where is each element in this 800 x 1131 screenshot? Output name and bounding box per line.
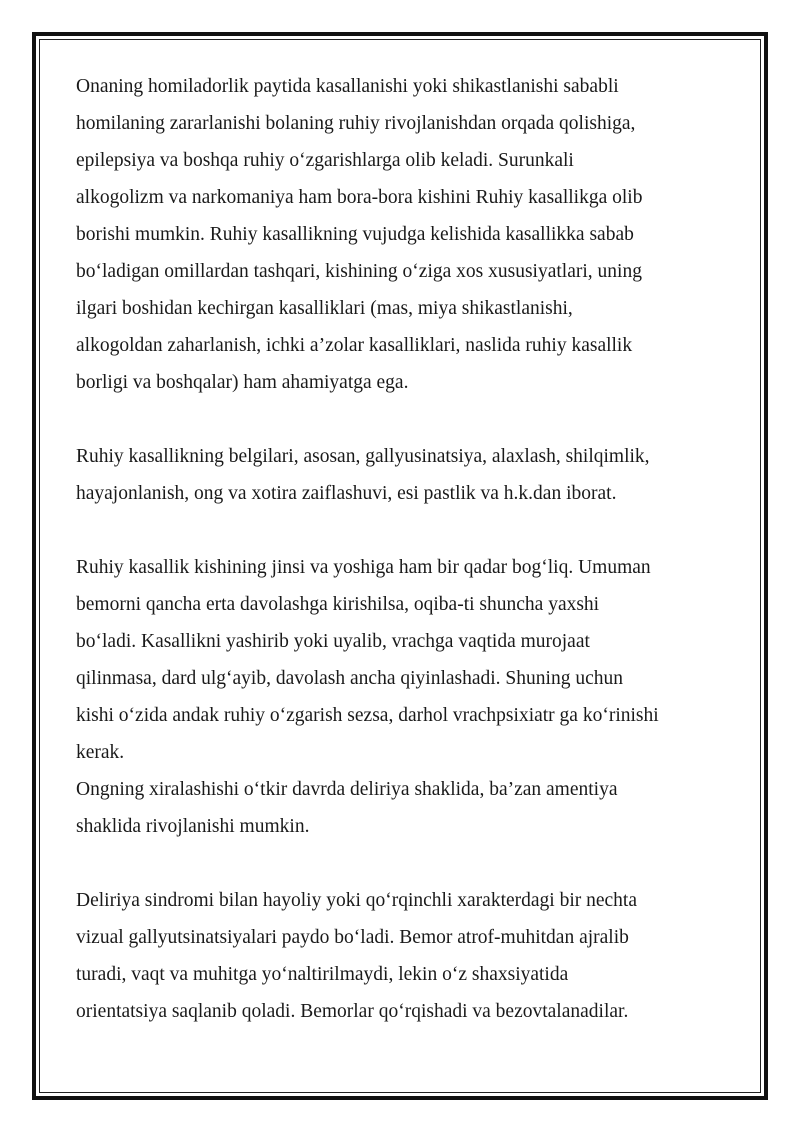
paragraph-causes: Onaning homiladorlik paytida kasallanishi yoki shikastlanishi sababli homilaning zararlanishi bolaning ruhiy rivojlanishdan orqada qolishiga, epilepsiya va boshqa ruhiy o‘zgarishlarga olib keladi. Surunkali alkogolizm va narkomaniya ham bora-bora kishini Ruhiy kasallikga olib borishi mumkin. Ruhiy kasallikning vujudga kelishida kasallikka sabab bo‘ladigan omillardan tashqari, kishining o‘ziga xos xususiyatlari, uning ilgari boshidan kechirgan kasalliklari (mas, miya shikastlanishi, alkogoldan zaharlanish, ichki a’zolar kasalliklari, naslida ruhiy kasallik borligi va boshqalar) ham ahamiyatga ega. [76, 76, 643, 393]
paragraph-spacer [76, 512, 736, 549]
paragraph-delirium: Deliriya sindromi bilan hayoliy yoki qo‘rqinchli xarakterdagi bir nechta vizual gallyutsinatsiyalari paydo bo‘ladi. Bemor atrof-muhitdan ajralib turadi, vaqt va muhitga yo‘naltirilmaydi, lekin o‘z shaxsiyatida orientatsiya saqlanib qoladi. Bemorlar qo‘rqishadi va bezovtalanadilar. [76, 890, 638, 1022]
paragraph-treatment: Ruhiy kasallik kishining jinsi va yoshiga ham bir qadar bog‘liq. Umuman bemorni qancha erta davolashga kirishilsa, oqiba-ti shuncha yaxshi bo‘ladi. Kasallikni yashirib yoki uyalib, vrachga vaqtida murojaat qilinmasa, dard ulg‘ayib, davolash ancha qiyinlashadi. Shuning uchun kishi o‘zida andak ruhiy o‘zgarish sezsa, darhol vrachpsixiatr ga ko‘rinishi kerak. [76, 557, 659, 763]
paragraph-spacer [76, 401, 736, 438]
paragraph-symptoms: Ruhiy kasallikning belgilari, asosan, gallyusinatsiya, alaxlash, shilqimlik, hayajonlanish, ong va xotira zaiflashuvi, esi pastlik va h.k.dan iborat. [76, 446, 650, 504]
paragraph-consciousness: Ongning xiralashishi o‘tkir davrda deliriya shaklida, ba’zan amentiya shaklida rivojlanishi mumkin. [76, 779, 618, 837]
document-body [76, 68, 736, 1030]
paragraph-spacer [76, 845, 736, 882]
